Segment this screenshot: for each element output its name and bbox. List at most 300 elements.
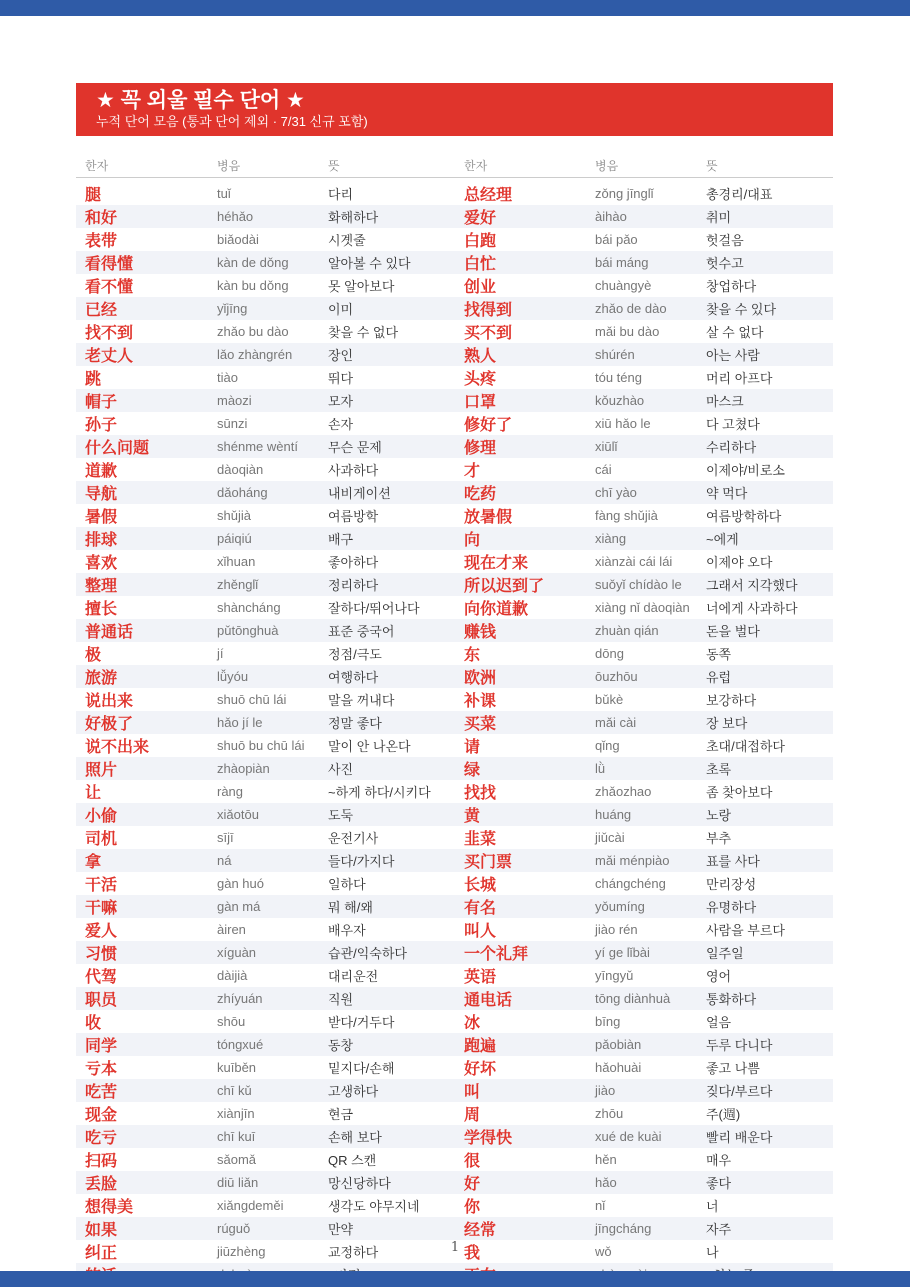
table-row <box>76 1010 833 1033</box>
meaning-cell: 이제야 오다 <box>697 550 833 573</box>
pinyin-cell: suǒyǐ chídào le <box>586 573 697 596</box>
table-row <box>76 711 833 734</box>
pinyin-cell: qǐng <box>586 734 697 757</box>
meaning-cell: 일주일 <box>697 941 833 964</box>
meaning-cell: 약 먹다 <box>697 481 833 504</box>
pinyin-cell: chuàngyè <box>586 274 697 297</box>
hanzi-cell: 经常 <box>455 1217 586 1240</box>
pinyin-cell: zǒng jīnglǐ <box>586 178 697 206</box>
pinyin-cell: sījī <box>208 826 319 849</box>
pinyin-cell: yīngyǔ <box>586 964 697 987</box>
table-row <box>76 964 833 987</box>
hanzi-cell: 叫 <box>455 1079 586 1102</box>
bottom-band <box>0 1271 910 1287</box>
hanzi-cell: 口罩 <box>455 389 586 412</box>
hanzi-cell: 照片 <box>76 757 208 780</box>
hanzi-cell: 英语 <box>455 964 586 987</box>
hanzi-cell: 同学 <box>76 1033 208 1056</box>
table-row <box>76 1056 833 1079</box>
pinyin-cell: sūnzi <box>208 412 319 435</box>
meaning-cell: 만리장성 <box>697 872 833 895</box>
top-band <box>0 0 910 16</box>
meaning-cell: 짖다/부르다 <box>697 1079 833 1102</box>
meaning-cell: ~에게 <box>697 527 833 550</box>
meaning-cell: 뭐 해/왜 <box>319 895 455 918</box>
table-row <box>76 320 833 343</box>
pinyin-cell: chī kuī <box>208 1125 319 1148</box>
table-row <box>76 987 833 1010</box>
meaning-cell: 정말 좋다 <box>319 711 455 734</box>
pinyin-cell: shōu <box>208 1010 319 1033</box>
meaning-cell: 아는 사람 <box>697 343 833 366</box>
table-row <box>76 205 833 228</box>
table-row <box>76 412 833 435</box>
meaning-cell: 잘하다/뛰어나다 <box>319 596 455 619</box>
table-row <box>76 458 833 481</box>
pinyin-cell: kàn de dǒng <box>208 251 319 274</box>
meaning-cell: 배우자 <box>319 918 455 941</box>
hanzi-cell: 看得懂 <box>76 251 208 274</box>
table-row <box>76 573 833 596</box>
hanzi-cell: 冰 <box>455 1010 586 1033</box>
meaning-cell: 헛걸음 <box>697 228 833 251</box>
meaning-cell: 이제야/비로소 <box>697 458 833 481</box>
meaning-cell: 못 알아보다 <box>319 274 455 297</box>
meaning-cell: 교정하다 <box>319 1240 455 1263</box>
meaning-cell: 여름방학하다 <box>697 504 833 527</box>
pinyin-cell: xiū hǎo le <box>586 412 697 435</box>
pinyin-cell: xiūlǐ <box>586 435 697 458</box>
meaning-cell: 모자 <box>319 389 455 412</box>
pinyin-cell: tóu téng <box>586 366 697 389</box>
meaning-cell: 노랑 <box>697 803 833 826</box>
table-row <box>76 918 833 941</box>
pinyin-cell: dōng <box>586 642 697 665</box>
hanzi-cell: 干活 <box>76 872 208 895</box>
hanzi-cell: 买菜 <box>455 711 586 734</box>
meaning-cell: 살 수 없다 <box>697 320 833 343</box>
meaning-cell: 너 <box>697 1194 833 1217</box>
hanzi-cell: 韭菜 <box>455 826 586 849</box>
table-row <box>76 366 833 389</box>
hanzi-cell: 整理 <box>76 573 208 596</box>
pinyin-cell: jīngcháng <box>586 1217 697 1240</box>
hanzi-cell: 熟人 <box>455 343 586 366</box>
hanzi-cell: 东 <box>455 642 586 665</box>
meaning-cell: 말이 안 나온다 <box>319 734 455 757</box>
meaning-cell: 일하다 <box>319 872 455 895</box>
hanzi-cell: 很 <box>455 1148 586 1171</box>
meaning-cell: 대리운전 <box>319 964 455 987</box>
pinyin-cell: xiàng nǐ dàoqiàn <box>586 596 697 619</box>
pinyin-cell: zhěnglǐ <box>208 573 319 596</box>
pinyin-cell: xiànjīn <box>208 1102 319 1125</box>
hanzi-cell: 总经理 <box>455 178 586 206</box>
hanzi-cell: 一个礼拜 <box>455 941 586 964</box>
hanzi-cell: 拿 <box>76 849 208 872</box>
column-header-pinyin: 병음 <box>208 154 319 178</box>
table-row <box>76 1171 833 1194</box>
table-row <box>76 596 833 619</box>
meaning-cell: 표를 사다 <box>697 849 833 872</box>
hanzi-cell: 找不到 <box>76 320 208 343</box>
pinyin-cell: kǒuzhào <box>586 389 697 412</box>
table-row <box>76 941 833 964</box>
pinyin-cell: shúrén <box>586 343 697 366</box>
hanzi-cell: 普通话 <box>76 619 208 642</box>
meaning-cell: 좋고 나쁨 <box>697 1056 833 1079</box>
meaning-cell: 정리하다 <box>319 573 455 596</box>
meaning-cell: 사진 <box>319 757 455 780</box>
hanzi-cell: 丢脸 <box>76 1171 208 1194</box>
meaning-cell: 화해하다 <box>319 205 455 228</box>
meaning-cell: 직원 <box>319 987 455 1010</box>
table-row <box>76 1079 833 1102</box>
meaning-cell: 매우 <box>697 1148 833 1171</box>
meaning-cell: 창업하다 <box>697 274 833 297</box>
hanzi-cell: 职员 <box>76 987 208 1010</box>
pinyin-cell: fàng shǔjià <box>586 504 697 527</box>
meaning-cell: ~하게 하다/시키다 <box>319 780 455 803</box>
hanzi-cell: 干嘛 <box>76 895 208 918</box>
meaning-cell: 뛰다 <box>319 366 455 389</box>
pinyin-cell: dàijià <box>208 964 319 987</box>
pinyin-cell: xiǎngdeměi <box>208 1194 319 1217</box>
hanzi-cell: 现金 <box>76 1102 208 1125</box>
table-row <box>76 550 833 573</box>
meaning-cell: 부추 <box>697 826 833 849</box>
table-row <box>76 849 833 872</box>
hanzi-cell: 绿 <box>455 757 586 780</box>
hanzi-cell: 极 <box>76 642 208 665</box>
hanzi-cell: 有名 <box>455 895 586 918</box>
hanzi-cell: 说不出来 <box>76 734 208 757</box>
pinyin-cell: diū liǎn <box>208 1171 319 1194</box>
page-title: ★ 꼭 외울 필수 단어 ★ <box>96 89 305 112</box>
meaning-cell: 이미 <box>319 297 455 320</box>
hanzi-cell: 向 <box>455 527 586 550</box>
meaning-cell: 주(週) <box>697 1102 833 1125</box>
pinyin-cell: dàoqiàn <box>208 458 319 481</box>
meaning-cell: 여행하다 <box>319 665 455 688</box>
hanzi-cell: 孙子 <box>76 412 208 435</box>
hanzi-cell: 修理 <box>455 435 586 458</box>
pinyin-cell: zhíyuán <box>208 987 319 1010</box>
page-number: 1 <box>450 1240 460 1255</box>
pinyin-cell: yǐjīng <box>208 297 319 320</box>
meaning-cell: 장 보다 <box>697 711 833 734</box>
hanzi-cell: 现在才来 <box>455 550 586 573</box>
hanzi-cell: 创业 <box>455 274 586 297</box>
hanzi-cell: 周 <box>455 1102 586 1125</box>
hanzi-cell: 赚钱 <box>455 619 586 642</box>
hanzi-cell: 小偷 <box>76 803 208 826</box>
hanzi-cell: 找得到 <box>455 297 586 320</box>
hanzi-cell: 才 <box>455 458 586 481</box>
hanzi-cell: 代驾 <box>76 964 208 987</box>
table-row <box>76 251 833 274</box>
meaning-cell: 받다/거두다 <box>319 1010 455 1033</box>
table-row <box>76 1125 833 1148</box>
meaning-cell: 초대/대접하다 <box>697 734 833 757</box>
pinyin-cell: xiǎotōu <box>208 803 319 826</box>
pinyin-cell: bái pǎo <box>586 228 697 251</box>
pinyin-cell: mǎi bu dào <box>586 320 697 343</box>
pinyin-cell: xíguàn <box>208 941 319 964</box>
pinyin-cell: ràng <box>208 780 319 803</box>
hanzi-cell: 请 <box>455 734 586 757</box>
pinyin-cell: àiren <box>208 918 319 941</box>
pinyin-cell: rúguǒ <box>208 1217 319 1240</box>
hanzi-cell: 道歉 <box>76 458 208 481</box>
meaning-cell: 총경리/대표 <box>697 178 833 206</box>
hanzi-cell: 你 <box>455 1194 586 1217</box>
hanzi-cell: 学得快 <box>455 1125 586 1148</box>
pinyin-cell: shàncháng <box>208 596 319 619</box>
pinyin-cell: bīng <box>586 1010 697 1033</box>
hanzi-cell: 爱人 <box>76 918 208 941</box>
pinyin-cell: xiànzài cái lái <box>586 550 697 573</box>
pinyin-cell: hǎohuài <box>586 1056 697 1079</box>
hanzi-cell: 所以迟到了 <box>455 573 586 596</box>
column-header-meaning: 뜻 <box>697 154 833 178</box>
table-row <box>76 178 833 206</box>
hanzi-cell: 和好 <box>76 205 208 228</box>
hanzi-cell: 头疼 <box>455 366 586 389</box>
table-row <box>76 274 833 297</box>
hanzi-cell: 想得美 <box>76 1194 208 1217</box>
hanzi-cell: 习惯 <box>76 941 208 964</box>
meaning-cell: 도둑 <box>319 803 455 826</box>
meaning-cell: 마스크 <box>697 389 833 412</box>
meaning-cell: 좋다 <box>697 1171 833 1194</box>
meaning-cell: 고생하다 <box>319 1079 455 1102</box>
pinyin-cell: pǔtōnghuà <box>208 619 319 642</box>
pinyin-cell: jiào rén <box>586 918 697 941</box>
hanzi-cell: 爱好 <box>455 205 586 228</box>
meaning-cell: 유럽 <box>697 665 833 688</box>
meaning-cell: 여름방학 <box>319 504 455 527</box>
table-row <box>76 665 833 688</box>
table-row <box>76 826 833 849</box>
meaning-cell: 초록 <box>697 757 833 780</box>
meaning-cell: 통화하다 <box>697 987 833 1010</box>
pinyin-cell: kuīběn <box>208 1056 319 1079</box>
pinyin-cell: gàn huó <box>208 872 319 895</box>
meaning-cell: 손자 <box>319 412 455 435</box>
table-row <box>76 1194 833 1217</box>
meaning-cell: 얼음 <box>697 1010 833 1033</box>
meaning-cell: 유명하다 <box>697 895 833 918</box>
pinyin-cell: zhǎo de dào <box>586 297 697 320</box>
pinyin-cell: mǎi ménpiào <box>586 849 697 872</box>
hanzi-cell: 扫码 <box>76 1148 208 1171</box>
table-row <box>76 1217 833 1240</box>
hanzi-cell: 好 <box>455 1171 586 1194</box>
hanzi-cell: 已经 <box>76 297 208 320</box>
meaning-cell: 나 <box>697 1240 833 1263</box>
meaning-cell: 너에게 사과하다 <box>697 596 833 619</box>
page-subtitle: 누적 단어 모음 (통과 단어 제외 · 7/31 신규 포함) <box>96 114 368 129</box>
column-header-hanzi: 한자 <box>76 154 208 178</box>
pinyin-cell: xǐhuan <box>208 550 319 573</box>
hanzi-cell: 跳 <box>76 366 208 389</box>
meaning-cell: 밑지다/손해 <box>319 1056 455 1079</box>
hanzi-cell: 放暑假 <box>455 504 586 527</box>
hanzi-cell: 白跑 <box>455 228 586 251</box>
hanzi-cell: 通电话 <box>455 987 586 1010</box>
hanzi-cell: 收 <box>76 1010 208 1033</box>
meaning-cell: 장인 <box>319 343 455 366</box>
meaning-cell: 배구 <box>319 527 455 550</box>
meaning-cell: 돈을 벌다 <box>697 619 833 642</box>
meaning-cell: 사과하다 <box>319 458 455 481</box>
hanzi-cell: 擅长 <box>76 596 208 619</box>
table-header-row <box>76 154 833 178</box>
pinyin-cell: pǎobiàn <box>586 1033 697 1056</box>
meaning-cell: 알아볼 수 있다 <box>319 251 455 274</box>
hanzi-cell: 说出来 <box>76 688 208 711</box>
hanzi-cell: 腿 <box>76 178 208 206</box>
vocab-table <box>76 154 833 1286</box>
meaning-cell: 취미 <box>697 205 833 228</box>
hanzi-cell: 什么问题 <box>76 435 208 458</box>
hanzi-cell: 修好了 <box>455 412 586 435</box>
pinyin-cell: xué de kuài <box>586 1125 697 1148</box>
table-row <box>76 504 833 527</box>
hanzi-cell: 欧洲 <box>455 665 586 688</box>
meaning-cell: 무슨 문제 <box>319 435 455 458</box>
table-row <box>76 734 833 757</box>
meaning-cell: 운전기사 <box>319 826 455 849</box>
table-row <box>76 389 833 412</box>
vocab-table-body <box>76 178 833 1287</box>
pinyin-cell: zhǎo bu dào <box>208 320 319 343</box>
pinyin-cell: zhǎozhao <box>586 780 697 803</box>
pinyin-cell: gàn má <box>208 895 319 918</box>
pinyin-cell: tuǐ <box>208 178 319 206</box>
meaning-cell: QR 스캔 <box>319 1148 455 1171</box>
hanzi-cell: 亏本 <box>76 1056 208 1079</box>
table-row <box>76 757 833 780</box>
table-row <box>76 481 833 504</box>
meaning-cell: 좀 찾아보다 <box>697 780 833 803</box>
meaning-cell: 그래서 지각했다 <box>697 573 833 596</box>
table-row <box>76 228 833 251</box>
hanzi-cell: 表带 <box>76 228 208 251</box>
pinyin-cell: shénme wèntí <box>208 435 319 458</box>
meaning-cell: 동쪽 <box>697 642 833 665</box>
hanzi-cell: 吃苦 <box>76 1079 208 1102</box>
table-row <box>76 527 833 550</box>
hanzi-cell: 买不到 <box>455 320 586 343</box>
pinyin-cell: chī yào <box>586 481 697 504</box>
hanzi-cell: 让 <box>76 780 208 803</box>
pinyin-cell: tōng diànhuà <box>586 987 697 1010</box>
meaning-cell: 현금 <box>319 1102 455 1125</box>
meaning-cell: 찾을 수 있다 <box>697 297 833 320</box>
title-banner <box>76 83 833 136</box>
column-header-hanzi: 한자 <box>455 154 586 178</box>
meaning-cell: 헛수고 <box>697 251 833 274</box>
meaning-cell: 시곗줄 <box>319 228 455 251</box>
pinyin-cell: shuō chū lái <box>208 688 319 711</box>
meaning-cell: 좋아하다 <box>319 550 455 573</box>
pinyin-cell: zhàopiàn <box>208 757 319 780</box>
pinyin-cell: héhǎo <box>208 205 319 228</box>
hanzi-cell: 暑假 <box>76 504 208 527</box>
hanzi-cell: 好坏 <box>455 1056 586 1079</box>
pinyin-cell: nǐ <box>586 1194 697 1217</box>
hanzi-cell: 司机 <box>76 826 208 849</box>
table-row <box>76 872 833 895</box>
meaning-cell: 다리 <box>319 178 455 206</box>
pinyin-cell: jiǔcài <box>586 826 697 849</box>
table-row <box>76 435 833 458</box>
table-row <box>76 780 833 803</box>
meaning-cell: 표준 중국어 <box>319 619 455 642</box>
hanzi-cell: 如果 <box>76 1217 208 1240</box>
hanzi-cell: 老丈人 <box>76 343 208 366</box>
meaning-cell: 사람을 부르다 <box>697 918 833 941</box>
meaning-cell: 동창 <box>319 1033 455 1056</box>
meaning-cell: 다 고쳤다 <box>697 412 833 435</box>
meaning-cell: 만약 <box>319 1217 455 1240</box>
meaning-cell: 보강하다 <box>697 688 833 711</box>
meaning-cell: 습관/익숙하다 <box>319 941 455 964</box>
meaning-cell: 수리하다 <box>697 435 833 458</box>
table-row <box>76 297 833 320</box>
hanzi-cell: 黄 <box>455 803 586 826</box>
hanzi-cell: 找找 <box>455 780 586 803</box>
pinyin-cell: chángchéng <box>586 872 697 895</box>
pinyin-cell: lǜ <box>586 757 697 780</box>
column-header-meaning: 뜻 <box>319 154 455 178</box>
pinyin-cell: màozi <box>208 389 319 412</box>
hanzi-cell: 跑遍 <box>455 1033 586 1056</box>
meaning-cell: 빨리 배운다 <box>697 1125 833 1148</box>
pinyin-cell: sǎomǎ <box>208 1148 319 1171</box>
meaning-cell: 내비게이션 <box>319 481 455 504</box>
hanzi-cell: 吃药 <box>455 481 586 504</box>
pinyin-cell: zhuàn qián <box>586 619 697 642</box>
pinyin-cell: huáng <box>586 803 697 826</box>
meaning-cell: 말을 꺼내다 <box>319 688 455 711</box>
hanzi-cell: 买门票 <box>455 849 586 872</box>
hanzi-cell: 我 <box>455 1240 586 1263</box>
table-row <box>76 619 833 642</box>
pinyin-cell: hěn <box>586 1148 697 1171</box>
meaning-cell: 정점/극도 <box>319 642 455 665</box>
column-header-pinyin: 병음 <box>586 154 697 178</box>
hanzi-cell: 喜欢 <box>76 550 208 573</box>
pinyin-cell: lǚyóu <box>208 665 319 688</box>
pinyin-cell: yǒumíng <box>586 895 697 918</box>
pinyin-cell: tóngxué <box>208 1033 319 1056</box>
pinyin-cell: páiqiú <box>208 527 319 550</box>
hanzi-cell: 补课 <box>455 688 586 711</box>
hanzi-cell: 叫人 <box>455 918 586 941</box>
table-row <box>76 1033 833 1056</box>
meaning-cell: 들다/가지다 <box>319 849 455 872</box>
pinyin-cell: lǎo zhàngrén <box>208 343 319 366</box>
hanzi-cell: 旅游 <box>76 665 208 688</box>
meaning-cell: 찾을 수 없다 <box>319 320 455 343</box>
hanzi-cell: 帽子 <box>76 389 208 412</box>
hanzi-cell: 吃亏 <box>76 1125 208 1148</box>
meaning-cell: 두루 다니다 <box>697 1033 833 1056</box>
pinyin-cell: shuō bu chū lái <box>208 734 319 757</box>
